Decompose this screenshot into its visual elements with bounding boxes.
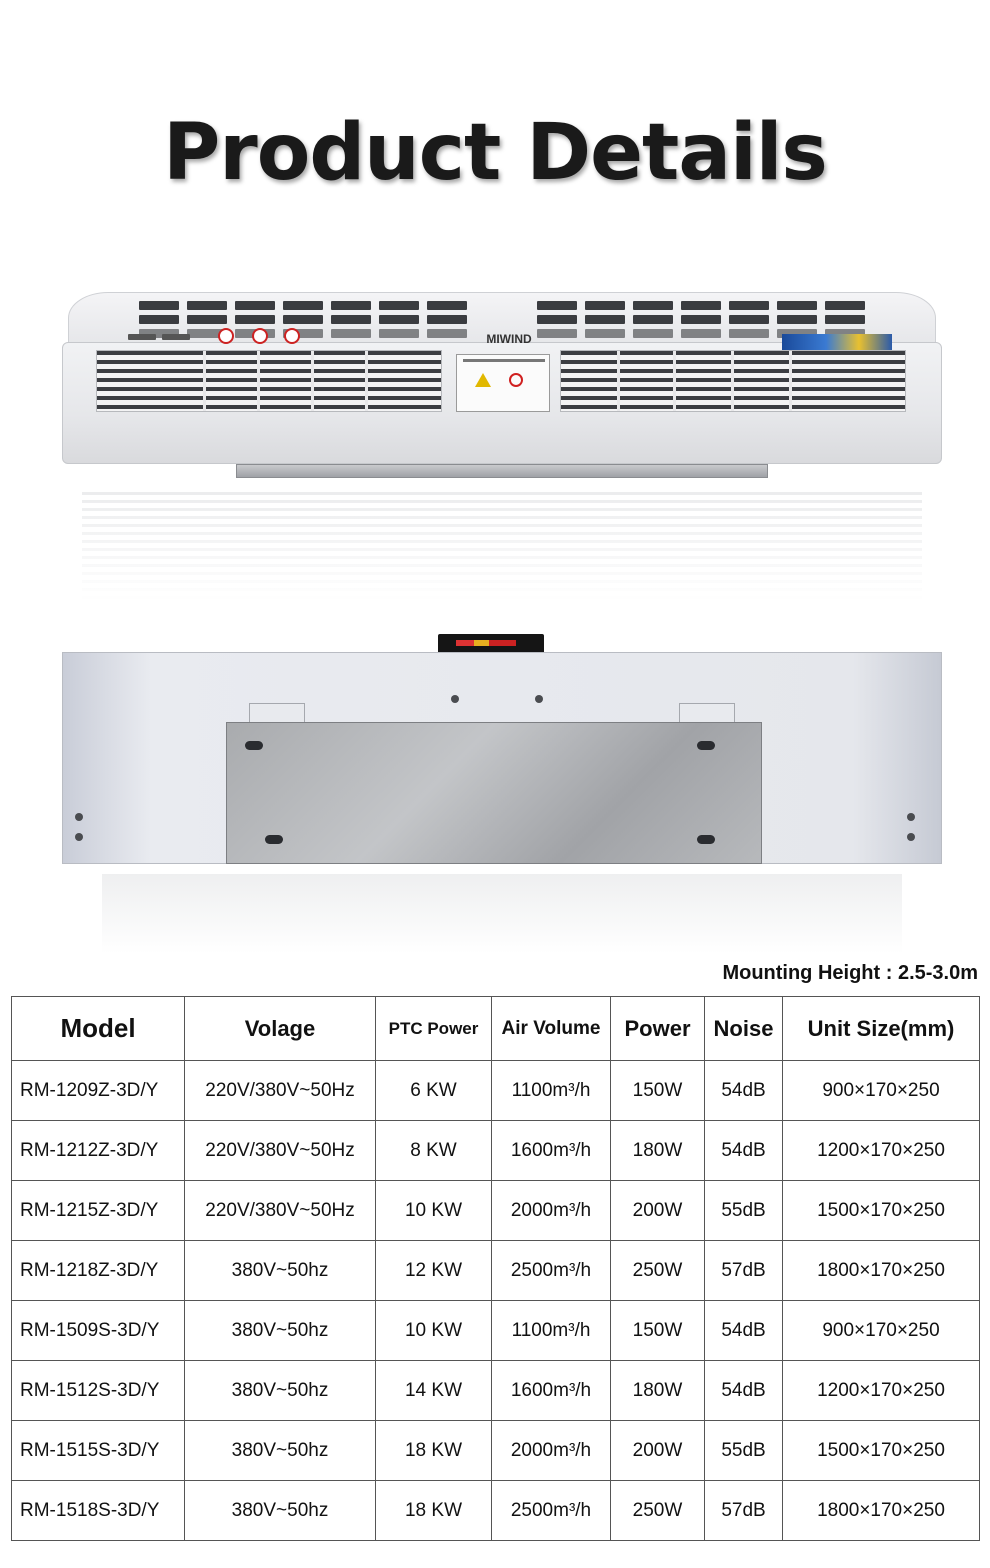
- spec-table: [11, 996, 980, 1541]
- cell-air-volume: 1100m³/h: [492, 1301, 611, 1361]
- cell-noise: 57dB: [705, 1241, 783, 1301]
- table-row: [12, 1181, 980, 1241]
- cell-model: RM-1512S-3D/Y: [12, 1361, 185, 1421]
- warning-icon: [475, 373, 491, 387]
- cell-air-volume: 1600m³/h: [492, 1361, 611, 1421]
- header-ptc-power: PTC Power: [376, 997, 492, 1061]
- table-row: [12, 1481, 980, 1541]
- warning-label: [456, 354, 550, 412]
- wiring-box: [438, 634, 544, 654]
- cell-unit-size: 1800×170×250: [783, 1241, 980, 1301]
- cell-voltage: 380V~50hz: [185, 1481, 376, 1541]
- cell-ptc-power: 14 KW: [376, 1361, 492, 1421]
- cell-ptc-power: 18 KW: [376, 1481, 492, 1541]
- air-grille-right: [560, 350, 906, 412]
- table-row: [12, 1121, 980, 1181]
- cell-noise: 54dB: [705, 1121, 783, 1181]
- cell-air-volume: 1600m³/h: [492, 1121, 611, 1181]
- cell-ptc-power: 10 KW: [376, 1301, 492, 1361]
- cell-model: RM-1209Z-3D/Y: [12, 1061, 185, 1121]
- cell-model: RM-1218Z-3D/Y: [12, 1241, 185, 1301]
- cell-ptc-power: 18 KW: [376, 1421, 492, 1481]
- table-row: [12, 1421, 980, 1481]
- cell-unit-size: 900×170×250: [783, 1301, 980, 1361]
- cell-unit-size: 1500×170×250: [783, 1421, 980, 1481]
- cell-unit-size: 1800×170×250: [783, 1481, 980, 1541]
- cell-noise: 54dB: [705, 1361, 783, 1421]
- mounting-rail: [236, 464, 768, 478]
- cell-model: RM-1518S-3D/Y: [12, 1481, 185, 1541]
- mounting-plate: [226, 722, 762, 864]
- table-header-row: [12, 997, 980, 1061]
- cell-ptc-power: 12 KW: [376, 1241, 492, 1301]
- header-voltage: Volage: [185, 997, 376, 1061]
- page-title: Product Details: [163, 108, 827, 198]
- cell-noise: 55dB: [705, 1421, 783, 1481]
- cell-air-volume: 2500m³/h: [492, 1481, 611, 1541]
- cell-voltage: 380V~50hz: [185, 1241, 376, 1301]
- cell-unit-size: 1500×170×250: [783, 1181, 980, 1241]
- cell-voltage: 380V~50hz: [185, 1301, 376, 1361]
- cell-air-volume: 2000m³/h: [492, 1181, 611, 1241]
- cell-model: RM-1509S-3D/Y: [12, 1301, 185, 1361]
- cell-unit-size: 1200×170×250: [783, 1121, 980, 1181]
- cell-voltage: 380V~50hz: [185, 1361, 376, 1421]
- cell-power: 150W: [611, 1061, 705, 1121]
- header-noise: Noise: [705, 997, 783, 1061]
- air-grille-left: [96, 350, 442, 412]
- cell-voltage: 380V~50hz: [185, 1421, 376, 1481]
- cell-model: RM-1212Z-3D/Y: [12, 1121, 185, 1181]
- prohibited-icon: [509, 373, 523, 387]
- table-row: [12, 1061, 980, 1121]
- cell-noise: 54dB: [705, 1061, 783, 1121]
- cell-model: RM-1515S-3D/Y: [12, 1421, 185, 1481]
- brand-logo: MIWIND: [486, 332, 532, 346]
- cell-power: 250W: [611, 1241, 705, 1301]
- cell-power: 200W: [611, 1181, 705, 1241]
- cell-ptc-power: 10 KW: [376, 1181, 492, 1241]
- mounting-height-note: Mounting Height : 2.5-3.0m: [722, 962, 978, 984]
- cell-ptc-power: 8 KW: [376, 1121, 492, 1181]
- cell-power: 250W: [611, 1481, 705, 1541]
- product-front-image: [62, 292, 942, 622]
- energy-sticker: [782, 334, 892, 350]
- floor-reflection: [102, 874, 902, 954]
- cell-model: RM-1215Z-3D/Y: [12, 1181, 185, 1241]
- cell-air-volume: 2500m³/h: [492, 1241, 611, 1301]
- product-back-image: [62, 634, 942, 964]
- table-row: [12, 1301, 980, 1361]
- floor-reflection: [82, 492, 922, 602]
- cell-voltage: 220V/380V~50Hz: [185, 1061, 376, 1121]
- header-unit-size: Unit Size(mm): [783, 997, 980, 1061]
- cell-ptc-power: 6 KW: [376, 1061, 492, 1121]
- cell-noise: 54dB: [705, 1301, 783, 1361]
- header-air-volume: Air Volume: [492, 997, 611, 1061]
- header-model: Model: [12, 997, 185, 1061]
- header-power: Power: [611, 997, 705, 1061]
- cell-power: 180W: [611, 1121, 705, 1181]
- cell-noise: 57dB: [705, 1481, 783, 1541]
- table-row: [12, 1241, 980, 1301]
- cell-air-volume: 2000m³/h: [492, 1421, 611, 1481]
- cell-power: 200W: [611, 1421, 705, 1481]
- cell-unit-size: 900×170×250: [783, 1061, 980, 1121]
- cell-voltage: 220V/380V~50Hz: [185, 1121, 376, 1181]
- cell-power: 150W: [611, 1301, 705, 1361]
- table-row: [12, 1361, 980, 1421]
- cell-air-volume: 1100m³/h: [492, 1061, 611, 1121]
- cell-noise: 55dB: [705, 1181, 783, 1241]
- cell-voltage: 220V/380V~50Hz: [185, 1181, 376, 1241]
- cell-power: 180W: [611, 1361, 705, 1421]
- cell-unit-size: 1200×170×250: [783, 1361, 980, 1421]
